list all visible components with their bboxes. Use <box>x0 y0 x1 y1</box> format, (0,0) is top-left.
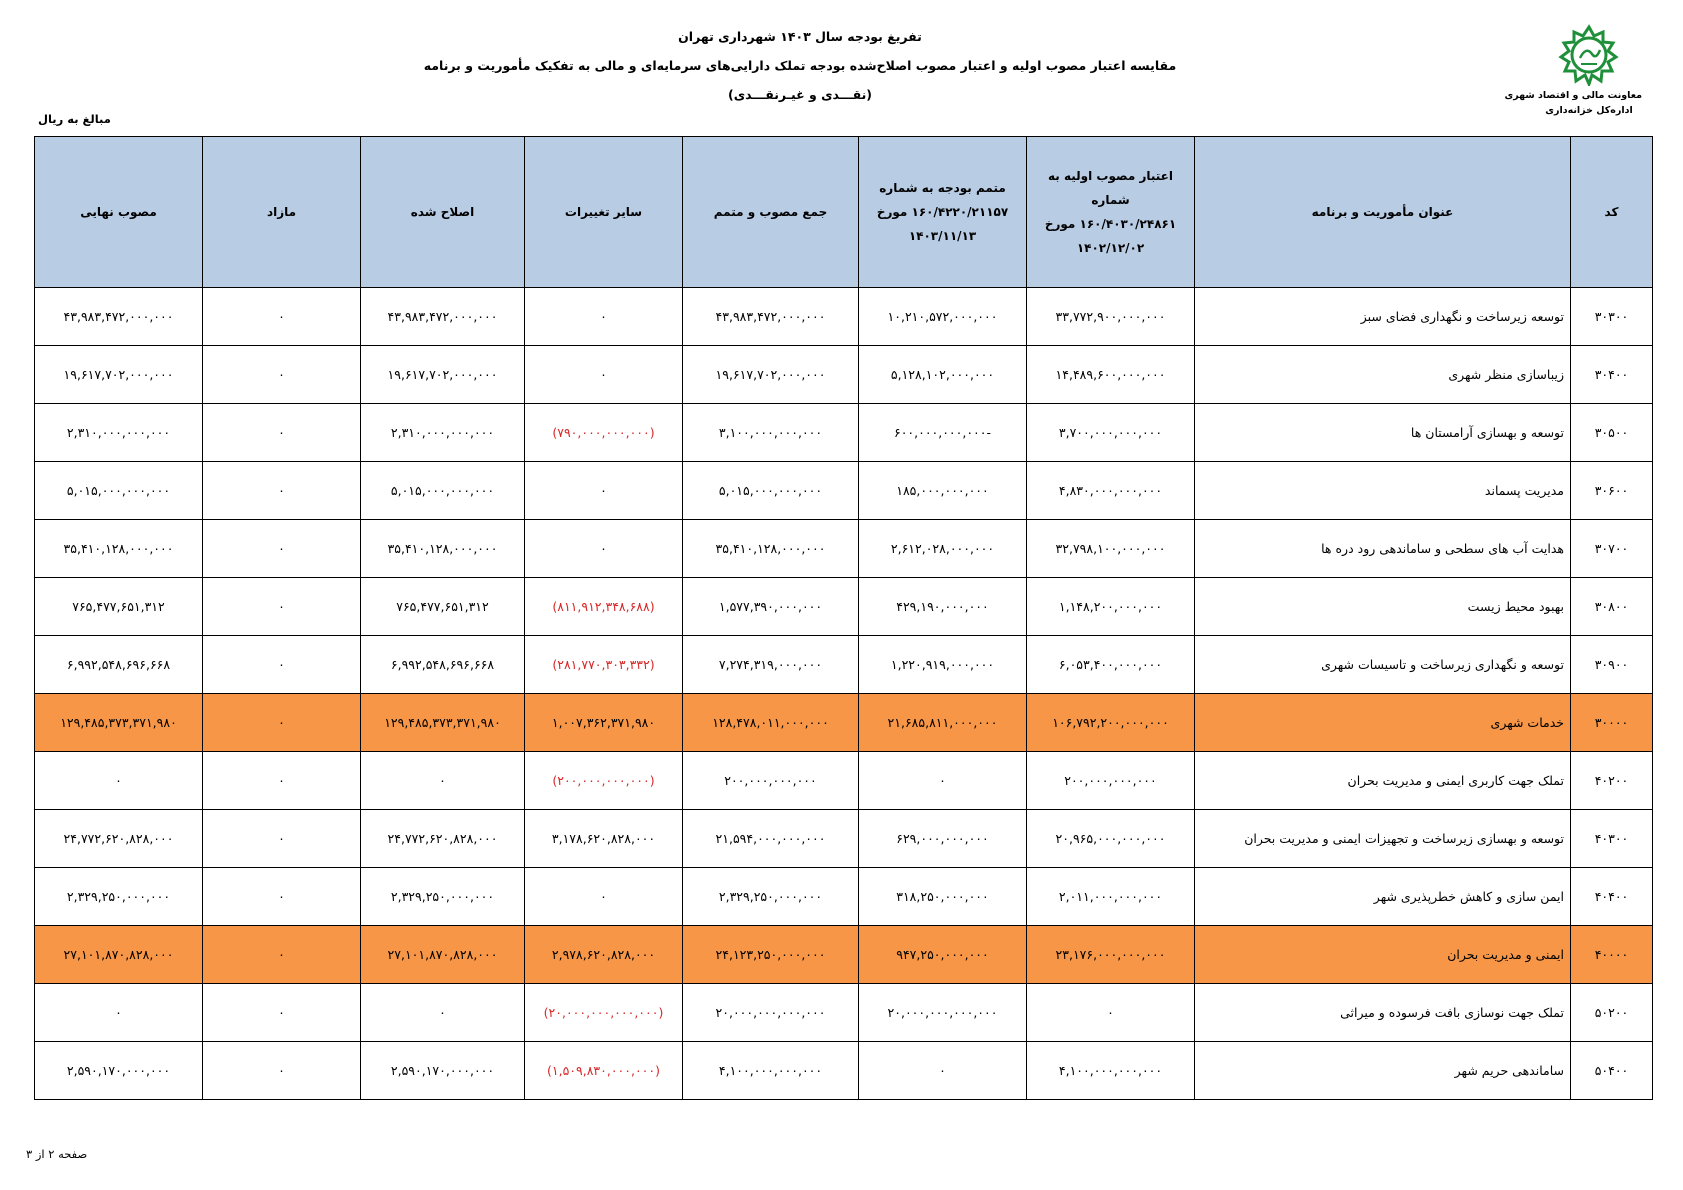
cell-title: تملک جهت نوسازی بافت فرسوده و میراثی <box>1195 984 1571 1042</box>
cell-initial: ۱,۱۴۸,۲۰۰,۰۰۰,۰۰۰ <box>1027 578 1195 636</box>
cell-other: ۰ <box>525 288 683 346</box>
cell-sum: ۵,۰۱۵,۰۰۰,۰۰۰,۰۰۰ <box>683 462 859 520</box>
cell-surplus: ۰ <box>203 462 361 520</box>
cell-other: ۲,۹۷۸,۶۲۰,۸۲۸,۰۰۰ <box>525 926 683 984</box>
cell-surplus: ۰ <box>203 810 361 868</box>
cell-final: ۳۵,۴۱۰,۱۲۸,۰۰۰,۰۰۰ <box>35 520 203 578</box>
cell-surplus: ۰ <box>203 578 361 636</box>
cell-final: ۲۷,۱۰۱,۸۷۰,۸۲۸,۰۰۰ <box>35 926 203 984</box>
cell-supplement: ۲۰,۰۰۰,۰۰۰,۰۰۰,۰۰۰ <box>859 984 1027 1042</box>
table-row <box>35 288 1653 346</box>
col-header-code: کد <box>1571 137 1653 288</box>
cell-supplement: ۹۴۷,۲۵۰,۰۰۰,۰۰۰ <box>859 926 1027 984</box>
cell-revised: ۲,۵۹۰,۱۷۰,۰۰۰,۰۰۰ <box>361 1042 525 1100</box>
cell-final: ۰ <box>35 752 203 810</box>
cell-initial: ۴,۱۰۰,۰۰۰,۰۰۰,۰۰۰ <box>1027 1042 1195 1100</box>
cell-initial: ۰ <box>1027 984 1195 1042</box>
cell-other: (۱,۵۰۹,۸۳۰,۰۰۰,۰۰۰) <box>525 1042 683 1100</box>
cell-code: ۳۰۵۰۰ <box>1571 404 1653 462</box>
cell-revised: ۶,۹۹۲,۵۴۸,۶۹۶,۶۶۸ <box>361 636 525 694</box>
cell-other: (۲۰,۰۰۰,۰۰۰,۰۰۰,۰۰۰) <box>525 984 683 1042</box>
cell-sum: ۴,۱۰۰,۰۰۰,۰۰۰,۰۰۰ <box>683 1042 859 1100</box>
cell-initial: ۲۳,۱۷۶,۰۰۰,۰۰۰,۰۰۰ <box>1027 926 1195 984</box>
cell-revised: ۴۳,۹۸۳,۴۷۲,۰۰۰,۰۰۰ <box>361 288 525 346</box>
cell-sum: ۱۹,۶۱۷,۷۰۲,۰۰۰,۰۰۰ <box>683 346 859 404</box>
cell-revised: ۰ <box>361 984 525 1042</box>
table-header-row <box>35 137 1653 288</box>
cell-final: ۲,۳۱۰,۰۰۰,۰۰۰,۰۰۰ <box>35 404 203 462</box>
cell-title: بهبود محیط زیست <box>1195 578 1571 636</box>
cell-code: ۳۰۰۰۰ <box>1571 694 1653 752</box>
cell-title: زیباسازی منظر شهری <box>1195 346 1571 404</box>
cell-supplement: ۱۰,۲۱۰,۵۷۲,۰۰۰,۰۰۰ <box>859 288 1027 346</box>
cell-final: ۱۲۹,۴۸۵,۳۷۳,۳۷۱,۹۸۰ <box>35 694 203 752</box>
cell-revised: ۲۴,۷۷۲,۶۲۰,۸۲۸,۰۰۰ <box>361 810 525 868</box>
cell-title: ایمنی و مدیریت بحران <box>1195 926 1571 984</box>
cell-title: توسعه و نگهداری زیرساخت و تاسیسات شهری <box>1195 636 1571 694</box>
table-row-total <box>35 926 1653 984</box>
col-header-initial-line3: ۱۴۰۲/۱۲/۰۲ <box>1076 241 1145 255</box>
cell-final: ۱۹,۶۱۷,۷۰۲,۰۰۰,۰۰۰ <box>35 346 203 404</box>
tehran-municipality-emblem-icon <box>1556 24 1622 86</box>
cell-title: توسعه و بهسازی زیرساخت و تجهیزات ایمنی و مدیریت بحران <box>1195 810 1571 868</box>
col-header-title: عنوان مأموریت و برنامه <box>1195 137 1571 288</box>
cell-final: ۷۶۵,۴۷۷,۶۵۱,۳۱۲ <box>35 578 203 636</box>
cell-other: ۳,۱۷۸,۶۲۰,۸۲۸,۰۰۰ <box>525 810 683 868</box>
cell-sum: ۲۴,۱۲۳,۲۵۰,۰۰۰,۰۰۰ <box>683 926 859 984</box>
cell-sum: ۲۱,۵۹۴,۰۰۰,۰۰۰,۰۰۰ <box>683 810 859 868</box>
cell-title: توسعه زیرساخت و نگهداری فضای سبز <box>1195 288 1571 346</box>
table-row <box>35 984 1653 1042</box>
table-row <box>35 636 1653 694</box>
cell-supplement: ۳۱۸,۲۵۰,۰۰۰,۰۰۰ <box>859 868 1027 926</box>
cell-final: ۲۴,۷۷۲,۶۲۰,۸۲۸,۰۰۰ <box>35 810 203 868</box>
cell-sum: ۲,۳۲۹,۲۵۰,۰۰۰,۰۰۰ <box>683 868 859 926</box>
cell-other: (۲۸۱,۷۷۰,۳۰۳,۳۳۲) <box>525 636 683 694</box>
cell-initial: ۲۰,۹۶۵,۰۰۰,۰۰۰,۰۰۰ <box>1027 810 1195 868</box>
table-row <box>35 404 1653 462</box>
cell-initial: ۲,۰۱۱,۰۰۰,۰۰۰,۰۰۰ <box>1027 868 1195 926</box>
cell-supplement: ۱۸۵,۰۰۰,۰۰۰,۰۰۰ <box>859 462 1027 520</box>
cell-initial: ۴,۸۳۰,۰۰۰,۰۰۰,۰۰۰ <box>1027 462 1195 520</box>
report-title: تفریغ بودجه سال ۱۴۰۳ شهرداری تهران <box>678 29 922 44</box>
cell-sum: ۳,۱۰۰,۰۰۰,۰۰۰,۰۰۰ <box>683 404 859 462</box>
cell-other: ۰ <box>525 346 683 404</box>
cell-initial: ۳,۷۰۰,۰۰۰,۰۰۰,۰۰۰ <box>1027 404 1195 462</box>
table-row <box>35 1042 1653 1100</box>
cell-title: توسعه و بهسازی آرامستان ها <box>1195 404 1571 462</box>
logo-deputy-label: معاونت مالی و اقتصاد شهری <box>1504 90 1642 101</box>
cell-sum: ۳۵,۴۱۰,۱۲۸,۰۰۰,۰۰۰ <box>683 520 859 578</box>
col-header-other: سایر تغییرات <box>525 137 683 288</box>
col-header-initial <box>1027 137 1195 288</box>
cell-revised: ۱۹,۶۱۷,۷۰۲,۰۰۰,۰۰۰ <box>361 346 525 404</box>
cell-surplus: ۰ <box>203 346 361 404</box>
cell-supplement: ۱,۲۲۰,۹۱۹,۰۰۰,۰۰۰ <box>859 636 1027 694</box>
table-row-total <box>35 694 1653 752</box>
cell-final: ۵,۰۱۵,۰۰۰,۰۰۰,۰۰۰ <box>35 462 203 520</box>
cell-supplement: -۶۰۰,۰۰۰,۰۰۰,۰۰۰ <box>859 404 1027 462</box>
col-header-final: مصوب نهایی <box>35 137 203 288</box>
cell-final: ۰ <box>35 984 203 1042</box>
cell-other: ۰ <box>525 868 683 926</box>
cell-supplement: ۶۲۹,۰۰۰,۰۰۰,۰۰۰ <box>859 810 1027 868</box>
cell-other: ۱,۰۰۷,۳۶۲,۳۷۱,۹۸۰ <box>525 694 683 752</box>
cell-supplement: ۴۲۹,۱۹۰,۰۰۰,۰۰۰ <box>859 578 1027 636</box>
cell-code: ۳۰۶۰۰ <box>1571 462 1653 520</box>
table-row <box>35 462 1653 520</box>
cell-surplus: ۰ <box>203 752 361 810</box>
page-number: صفحه ۲ از ۳ <box>26 1147 88 1161</box>
cell-supplement: ۰ <box>859 1042 1027 1100</box>
table-row <box>35 346 1653 404</box>
cell-final: ۲,۵۹۰,۱۷۰,۰۰۰,۰۰۰ <box>35 1042 203 1100</box>
cell-initial: ۲۰۰,۰۰۰,۰۰۰,۰۰۰ <box>1027 752 1195 810</box>
cell-code: ۵۰۲۰۰ <box>1571 984 1653 1042</box>
col-header-supplement-line1: متمم بودجه به شماره <box>879 181 1006 195</box>
cell-surplus: ۰ <box>203 694 361 752</box>
report-subtitle-note: (نقـــدی و غیـرنقـــدی) <box>728 87 872 102</box>
cell-sum: ۴۳,۹۸۳,۴۷۲,۰۰۰,۰۰۰ <box>683 288 859 346</box>
cell-title: خدمات شهری <box>1195 694 1571 752</box>
table-row <box>35 752 1653 810</box>
col-header-supplement <box>859 137 1027 288</box>
table-body <box>35 288 1653 1100</box>
col-header-revised: اصلاح شده <box>361 137 525 288</box>
cell-revised: ۱۲۹,۴۸۵,۳۷۳,۳۷۱,۹۸۰ <box>361 694 525 752</box>
cell-title: ساماندهی حریم شهر <box>1195 1042 1571 1100</box>
cell-code: ۴۰۰۰۰ <box>1571 926 1653 984</box>
cell-surplus: ۰ <box>203 404 361 462</box>
cell-code: ۵۰۴۰۰ <box>1571 1042 1653 1100</box>
cell-other: ۰ <box>525 462 683 520</box>
table-row <box>35 868 1653 926</box>
municipality-logo <box>1504 24 1642 116</box>
cell-title: مدیریت پسماند <box>1195 462 1571 520</box>
cell-initial: ۱۰۶,۷۹۲,۲۰۰,۰۰۰,۰۰۰ <box>1027 694 1195 752</box>
cell-other: ۰ <box>525 520 683 578</box>
col-header-supplement-line3: ۱۴۰۳/۱۱/۱۳ <box>908 229 977 243</box>
cell-surplus: ۰ <box>203 288 361 346</box>
cell-code: ۳۰۳۰۰ <box>1571 288 1653 346</box>
col-header-initial-line2: ۱۶۰/۴۰۳۰/۲۴۸۶۱ مورخ <box>1044 217 1177 231</box>
cell-code: ۳۰۹۰۰ <box>1571 636 1653 694</box>
cell-sum: ۷,۲۷۴,۳۱۹,۰۰۰,۰۰۰ <box>683 636 859 694</box>
cell-supplement: ۲,۶۱۲,۰۲۸,۰۰۰,۰۰۰ <box>859 520 1027 578</box>
cell-supplement: ۵,۱۲۸,۱۰۲,۰۰۰,۰۰۰ <box>859 346 1027 404</box>
cell-surplus: ۰ <box>203 1042 361 1100</box>
cell-initial: ۳۳,۷۷۲,۹۰۰,۰۰۰,۰۰۰ <box>1027 288 1195 346</box>
cell-initial: ۱۴,۴۸۹,۶۰۰,۰۰۰,۰۰۰ <box>1027 346 1195 404</box>
logo-treasury-label: اداره‌کل خزانه‌داری <box>1545 105 1633 116</box>
cell-code: ۳۰۴۰۰ <box>1571 346 1653 404</box>
cell-code: ۴۰۲۰۰ <box>1571 752 1653 810</box>
cell-sum: ۱۲۸,۴۷۸,۰۱۱,۰۰۰,۰۰۰ <box>683 694 859 752</box>
cell-code: ۳۰۷۰۰ <box>1571 520 1653 578</box>
cell-revised: ۳۵,۴۱۰,۱۲۸,۰۰۰,۰۰۰ <box>361 520 525 578</box>
cell-revised: ۷۶۵,۴۷۷,۶۵۱,۳۱۲ <box>361 578 525 636</box>
cell-title: ایمن سازی و کاهش خطرپذیری شهر <box>1195 868 1571 926</box>
cell-code: ۴۰۳۰۰ <box>1571 810 1653 868</box>
table-row <box>35 810 1653 868</box>
currency-unit-note: مبالغ به ریال <box>38 112 111 126</box>
cell-surplus: ۰ <box>203 926 361 984</box>
cell-initial: ۳۲,۷۹۸,۱۰۰,۰۰۰,۰۰۰ <box>1027 520 1195 578</box>
cell-sum: ۲۰۰,۰۰۰,۰۰۰,۰۰۰ <box>683 752 859 810</box>
budget-table <box>34 136 1653 1100</box>
col-header-supplement-line2: ۱۶۰/۴۲۲۰/۲۱۱۵۷ مورخ <box>876 205 1009 219</box>
report-subtitle: مقایسه اعتبار مصوب اولیه و اعتبار مصوب اصلاح‌شده بودجه تملک دارایی‌های سرمایه‌ای و مالی به تفکیک مأموریت و برنامه <box>423 58 1177 73</box>
table-row <box>35 520 1653 578</box>
col-header-initial-line1: اعتبار مصوب اولیه به شماره <box>1048 169 1173 207</box>
cell-surplus: ۰ <box>203 868 361 926</box>
cell-other: (۸۱۱,۹۱۲,۳۴۸,۶۸۸) <box>525 578 683 636</box>
cell-revised: ۲,۳۲۹,۲۵۰,۰۰۰,۰۰۰ <box>361 868 525 926</box>
report-titles <box>400 22 1200 109</box>
cell-final: ۴۳,۹۸۳,۴۷۲,۰۰۰,۰۰۰ <box>35 288 203 346</box>
cell-revised: ۲,۳۱۰,۰۰۰,۰۰۰,۰۰۰ <box>361 404 525 462</box>
col-header-sum: جمع مصوب و متمم <box>683 137 859 288</box>
cell-title: تملک جهت کاربری ایمنی و مدیریت بحران <box>1195 752 1571 810</box>
cell-revised: ۰ <box>361 752 525 810</box>
cell-initial: ۶,۰۵۳,۴۰۰,۰۰۰,۰۰۰ <box>1027 636 1195 694</box>
cell-other: (۲۰۰,۰۰۰,۰۰۰,۰۰۰) <box>525 752 683 810</box>
cell-supplement: ۲۱,۶۸۵,۸۱۱,۰۰۰,۰۰۰ <box>859 694 1027 752</box>
cell-sum: ۲۰,۰۰۰,۰۰۰,۰۰۰,۰۰۰ <box>683 984 859 1042</box>
cell-supplement: ۰ <box>859 752 1027 810</box>
cell-other: (۷۹۰,۰۰۰,۰۰۰,۰۰۰) <box>525 404 683 462</box>
cell-revised: ۲۷,۱۰۱,۸۷۰,۸۲۸,۰۰۰ <box>361 926 525 984</box>
cell-sum: ۱,۵۷۷,۳۹۰,۰۰۰,۰۰۰ <box>683 578 859 636</box>
cell-title: هدایت آب های سطحی و ساماندهی رود دره ها <box>1195 520 1571 578</box>
cell-surplus: ۰ <box>203 636 361 694</box>
cell-final: ۲,۳۲۹,۲۵۰,۰۰۰,۰۰۰ <box>35 868 203 926</box>
table-row <box>35 578 1653 636</box>
cell-surplus: ۰ <box>203 520 361 578</box>
cell-code: ۴۰۴۰۰ <box>1571 868 1653 926</box>
cell-code: ۳۰۸۰۰ <box>1571 578 1653 636</box>
cell-revised: ۵,۰۱۵,۰۰۰,۰۰۰,۰۰۰ <box>361 462 525 520</box>
cell-surplus: ۰ <box>203 984 361 1042</box>
col-header-surplus: مازاد <box>203 137 361 288</box>
cell-final: ۶,۹۹۲,۵۴۸,۶۹۶,۶۶۸ <box>35 636 203 694</box>
